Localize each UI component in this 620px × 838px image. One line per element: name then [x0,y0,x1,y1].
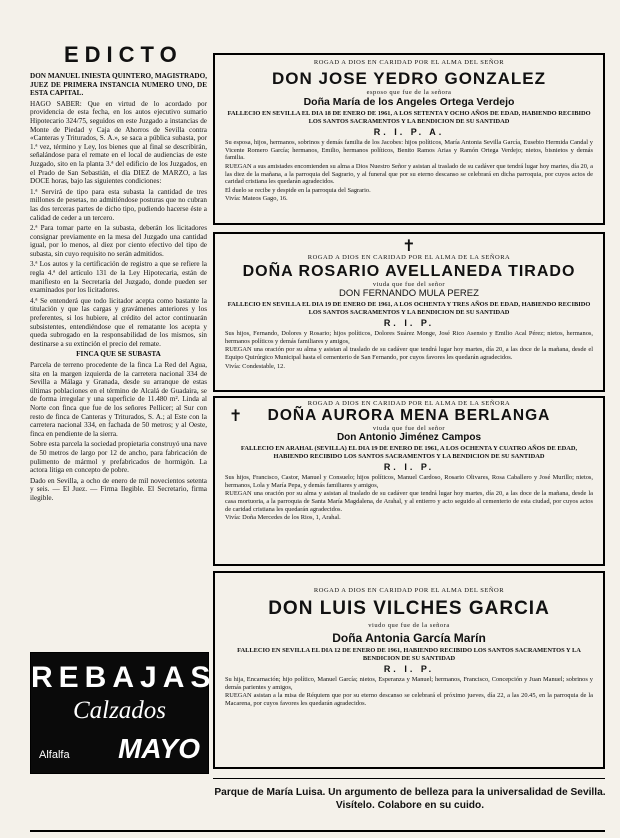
obituary-address: Vivía: Condestable, 12. [225,362,285,370]
obituary-name: DOÑA AURORA MENA BERLANGA [267,407,551,424]
obituary-address: Vivía: Doña Mercedes de los Rios, 1, Arahal. [225,514,341,522]
footer-notice: Parque de María Luisa. Un argumento de belleza para la universalidad de Sevilla. Visítelo. Colabore en su cuido. [214,787,606,811]
obituary-family: Sus hijos, Fernando, Dolores y Rosario; hijos políticos, Dolores Suárez Monge, José Rico Asensio y Emilio Acal Pérez; nietos, hermanos, hermanos políticos y demás familiares y amigos, [225,330,593,345]
edicto-column [30,42,207,505]
obituary-request: RUEGAN una oración por su alma y asistan al traslado de su cadáver que tendrá lugar hoy martes, día 20, a las doce de la mañana, desde el Equipo Quirúrgico Municipal hasta el cementerio de San Fernando, por cuyos favores les quedarán agradecidos. [225,346,593,361]
obituary-address: Vivía: Mateos Gago, 16. [225,195,288,203]
edicto-paragraph: Dado en Sevilla, a ocho de enero de mil novecientos setenta y seis. — El Juez. — Firma Ilegible. El Secretario, firma ilegible. [30,476,207,502]
obituary-name: DOÑA ROSARIO AVELLANEDA TIRADO [242,263,576,280]
obituary-rip: R. I. P. [383,664,435,675]
ad-bottom-row [39,733,200,765]
edicto-paragraph: 1.ª Servirá de tipo para esta subasta la cantidad de tres millones de pesetas, no admitiéndose posturas que no cubran las dos terceras partes de dicho tipo, pudiendo hacerse éste a calidad de ceder a un tercero. [30,187,207,222]
obituary-death-notice: FALLECIO EN SEVILLA EL DIA 18 DE ENERO DE 1961, A LOS SETENTA Y OCHO AÑOS DE EDAD, HABIENDO RECIBIDO LOS SANTOS SACRAMENTOS Y LA BENDICION DE SU SANTIDAD [227,110,591,125]
obituary-header: ROGAD A DIOS EN CARIDAD POR EL ALMA DEL SEÑOR [313,59,505,66]
obituary-spouse: Doña Antonia García Marín [332,631,486,645]
obituary-family: Su hija, Encarnación; hijo político, Manuel García; nietos, Esperanza y Manuel; hermanos, Francisco, Concepción y Juan Manuel; sobrinos y demás parientes y amigos, [225,676,593,691]
edicto-paragraph: 3.ª Los autos y la certificación de registro a que se refiere la regla 4.ª del artículo 131 de la Ley Hipotecaria, están de manifiesto en la Secretaría del Juzgado, donde pueden ser examinados por los licitadores. [30,260,207,295]
obituary-death-notice: FALLECIO EN ARAHAL (SEVILLA) EL DIA 19 DE ENERO DE 1961, A LOS OCHENTA Y CUATRO AÑOS DE EDAD, HABIENDO RECIBIDO LOS SANTOS SACRAMENTOS Y LA BENDICION DE SU SANTIDAD [240,445,578,460]
edicto-paragraph: 2.ª Para tomar parte en la subasta, deberán los licitadores consignar previamente en la mesa del Juzgado una cantidad igual, por lo menos, al diez por ciento efectivo del tipo de subasta, sin cuyo requisito no serán admitidos. [30,224,207,258]
ad-alfalfa-text: Alfalfa [39,749,70,761]
edicto-paragraph: 4.ª Se entenderá que todo licitador acepta como bastante la titulación y que las cargas y gravámenes anteriores y los preferentes, si los hubiere, al crédito del actor continuarán subsistentes, entendiéndose que el rematante los acepta y queda subrogado en la responsabilidad de los mismos, sin destinarse a su extinción el precio del remate. [30,296,207,348]
obituary-spouse: Don Antonio Jiménez Campos [336,432,482,443]
edicto-paragraph: HAGO SABER: Que en virtud de lo acordado por providencia de esta fecha, en los autos ejecutivo sumario Hipotecario 324/75, seguidos en este Juzgado a instancias de Monte de Piedad y Caja de Ahorros de Sevilla contra «Canteras y Triturados, S. A.», se saca a pública subasta, por 1.ª vez, término y Ley, los bienes que al final se describirán, señalándose para el remate en el local de audiencias de este Juzgado, sito en la planta 3.ª del edificio de los Juzgados, en el Prado de San Sebastián, el día DIEZ de MARZO, a las DOCE horas, bajo las siguientes condiciones: [30,99,207,186]
cross-icon: ✝ [229,406,243,425]
obituary-death-notice: FALLECIO EN SEVILLA EL DIA 19 DE ENERO DE 1961, A LOS OCHENTA Y TRES AÑOS DE EDAD, HABIENDO RECIBIDO LOS SANTOS SACRAMENTOS Y LA BENDICION DE SU SANTIDAD [227,301,591,316]
ad-calzados-text: Calzados [72,697,167,724]
cross-icon: ✝ [402,236,416,255]
obituary-header: ROGAD A DIOS EN CARIDAD POR EL ALMA DE LA SEÑORA [307,400,511,407]
obituary-rip: R. I. P. A. [373,127,445,138]
obituary-spouse: Doña María de los Angeles Ortega Verdejo [303,96,515,108]
obituary-request: RUEGAN asistan a la misa de Réquiem que por su eterno descanso se celebrará el próximo jueves, día 22, a las 20.45, en la parroquia de la Macarena, por cuyos favores les quedarán agradecidos. [225,692,593,707]
bottom-rule [30,830,605,832]
obituary-request: RUEGAN a sus amistades encomienden su alma a Dios Nuestro Señor y asistan al traslado de su cadáver que tendrá lugar hoy martes, día 20, a las diez de la mañana, a la parroquia del Sagrario, y al funeral que por su eterno descanso se celebrará en dicha parroquia, por cuyos actos de caridad cristiana les quedarán agradecidos. [225,162,593,186]
obituary-death-notice: FALLECIO EN SEVILLA EL DIA 12 DE ENERO DE 1961, HABIENDO RECIBIDO LOS SANTOS SACRAMENTOS Y LA BENDICION DE SU SANTIDAD [237,647,581,662]
obituary-name: DON JOSE YEDRO GONZALEZ [272,69,546,88]
obituary-relation: esposo que fue de la señora [366,89,452,96]
obituary-spouse: DON FERNANDO MULA PEREZ [339,288,479,299]
obituary-family: Su esposa, hijos, hermanos, sobrinos y demás familia de los Jacobes: hijos políticos, María Antonia Sevilla García, Eusebio Hermida Candal y Vicente Romero García; hermanos, Emilio, hermanos políticos, Benito Ramos Arias y Ramón Ortega Verdejo; nietos, bisnietos y demás familia. [225,139,593,162]
obituary-family: Sus hijos, Francisco, Castor, Manuel y Consuelo; hijos políticos, Manuel Cardoso, Rosario Olivares, Rosa Caballero y José Murillo; nietos, hermanos, Lola y María Pepa, y demás familiares y amigos, [225,474,593,489]
footer-rule [213,778,605,779]
obituary-relation: viuda que fue del señor [372,281,446,288]
obituary-relation: viudo que fue de la señora [368,622,450,629]
edicto-paragraph: Sobre esta parcela la sociedad propietaria construyó una nave de 50 metros de largo por 12 de ancho, para fabricación de pulimento de mármol y prefabricados de hormigón. La actora litiga en concepto de pobre. [30,440,207,475]
rebajas-advertisement [30,652,217,774]
obituary-header: ROGAD A DIOS EN CARIDAD POR EL ALMA DE LA SEÑORA [307,254,511,261]
obituary-rip: R. I. P. [383,462,435,473]
finca-title: FINCA QUE SE SUBASTA [76,350,161,359]
obituary-vilches [213,571,605,769]
obituary-header: ROGAD A DIOS EN CARIDAD POR EL ALMA DEL SEÑOR [313,587,505,594]
ad-rebajas-text: REBAJAS [31,661,217,694]
obituary-relation: viuda que fue del señor [372,425,446,432]
ad-mayo-logo: MAYO [118,733,200,764]
edicto-paragraph: Parcela de terreno procedente de la finca La Red del Agua, sita en la margen izquierda de la carretera nacional 334 de Sevilla a Málaga y Granada, desde su arranque de estas últimas poblaciones en el término de Alcalá de Guadaira, se de forma irregular y una superficie de 11.480 m². Linda al Norte con finca que fue de los señores Pellicer; al Sur con resto de finca de Canteras y Triturados, S. A.; al Este con la carretera nacional 334, en fachada de 50 metros; y al Oeste, finca en pendiente de la sierra. [30,361,207,438]
obituary-name: DON LUIS VILCHES GARCIA [268,598,550,619]
obituary-rip: R. I. P. [383,318,435,329]
obituary-duelo: El duelo se recibe y despide en la parroquia del Sagrario. [225,186,371,194]
obituary-mena [213,396,605,566]
obituary-request: RUEGAN una oración por su alma y asistan al traslado de su cadáver que tendrá lugar hoy martes, día 20, a las doce de la mañana, desde la casa mortuoria, a la parroquia de Santa María Magdalena, de Arahal, y al entierro y acto seguido al cementerio de esta ciudad, por cuyos actos de caridad cristiana les quedarán agradecidos. [225,490,593,513]
edicto-title: EDICTO [64,42,183,67]
obituary-yedro [213,53,605,225]
obituary-avellaneda [213,232,605,392]
edicto-heading-paragraph: DON MANUEL INIESTA QUINTERO, MAGISTRADO, JUEZ DE PRIMERA INSTANCIA NUMERO UNO, DE ESTA CAPITAL. [30,72,207,98]
